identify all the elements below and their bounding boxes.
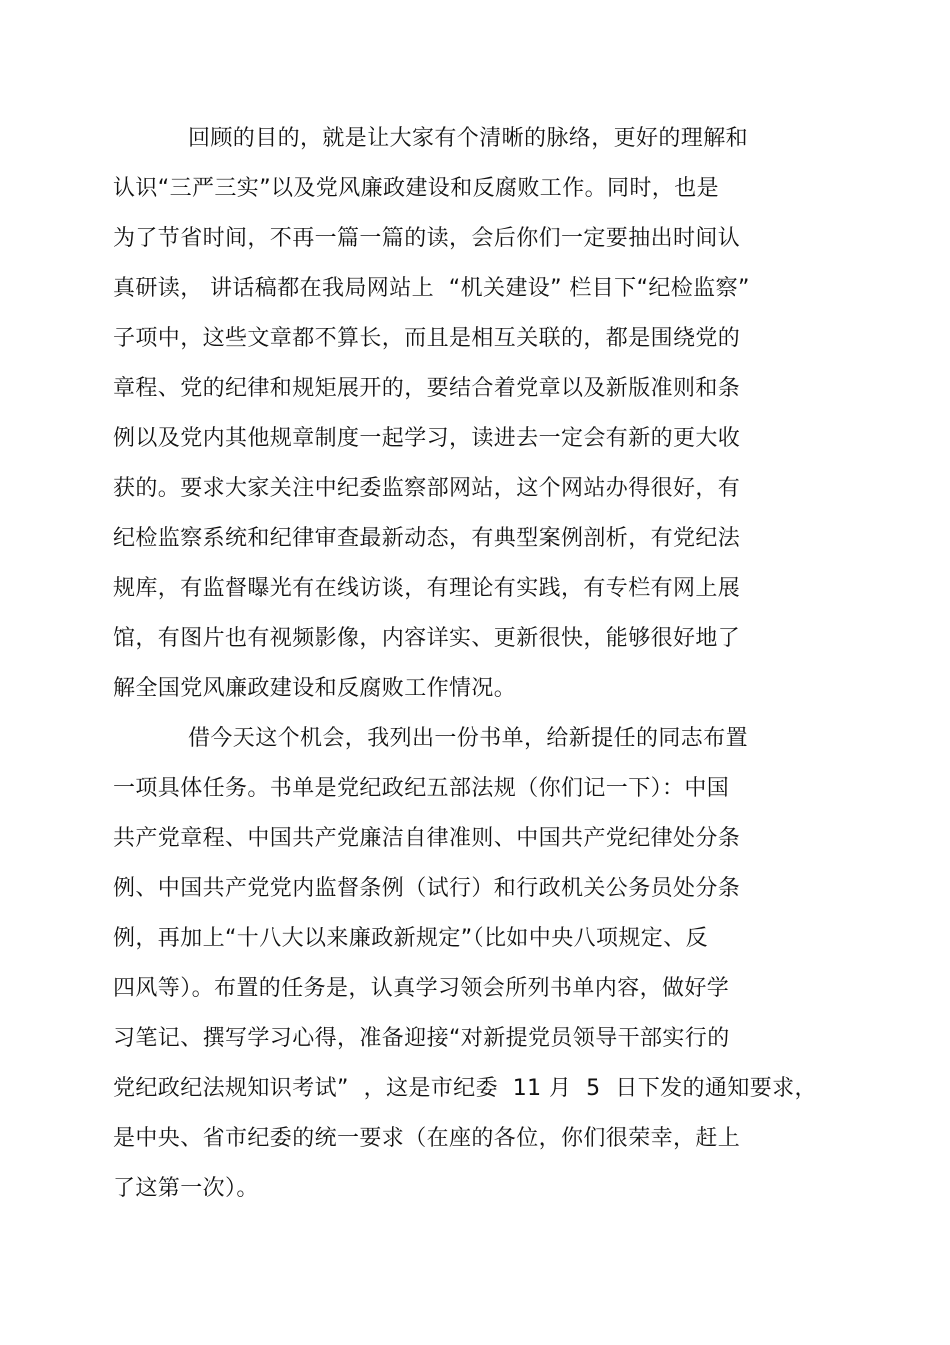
paragraph-2-line-4: 例、中国共产党党内监督条例（试行）和行政机关公务员处分条 [113, 876, 741, 901]
paragraph-2-line-5: 例，再加上“十八大以来廉政新规定”（比如中央八项规定、反 [113, 926, 708, 951]
paragraph-1-line-12: 解全国党风廉政建设和反腐败工作情况。 [113, 676, 517, 701]
paragraph-2-line-8: 党纪政纪法规知识考试” ，这是市纪委 11 月 5 日下发的通知要求， [113, 1076, 817, 1101]
paragraph-2-line-3: 共产党章程、中国共产党廉洁自律准则、中国共产党纪律处分条 [113, 826, 741, 851]
paragraph-1-line-2: 认识“三严三实”以及党风廉政建设和反腐败工作。同时，也是 [113, 176, 719, 201]
paragraph-1-line-10: 规库，有监督曝光有在线访谈，有理论有实践，有专栏有网上展 [113, 576, 741, 601]
paragraph-2-line-9: 是中央、省市纪委的统一要求（在座的各位，你们很荣幸，赶上 [113, 1126, 741, 1151]
paragraph-1-line-9: 纪检监察系统和纪律审查最新动态，有典型案例剖析，有党纪法 [113, 526, 741, 551]
paragraph-2-line-6: 四风等）。布置的任务是，认真学习领会所列书单内容，做好学 [113, 976, 730, 1001]
paragraph-2-line-2: 一项具体任务。书单是党纪政纪五部法规（你们记一下）：中国 [113, 776, 730, 801]
paragraph-1-line-5: 子项中，这些文章都不算长，而且是相互关联的，都是围绕党的 [113, 326, 741, 351]
paragraph-2-line-1: 借今天这个机会，我列出一份书单，给新提任的同志布置 [188, 726, 749, 751]
paragraph-1-line-8: 获的。要求大家关注中纪委监察部网站，这个网站办得很好，有 [113, 476, 741, 501]
paragraph-1-line-6: 章程、党的纪律和规矩展开的，要结合着党章以及新版准则和条 [113, 376, 741, 401]
paragraph-1-line-7: 例以及党内其他规章制度一起学习，读进去一定会有新的更大收 [113, 426, 741, 451]
paragraph-1-line-11: 馆，有图片也有视频影像，内容详实、更新很快，能够很好地了 [113, 626, 741, 651]
paragraph-2-line-7: 习笔记、撰写学习心得，准备迎接“对新提党员领导干部实行的 [113, 1026, 730, 1051]
paragraph-1-line-3: 为了节省时间，不再一篇一篇的读，会后你们一定要抽出时间认 [113, 226, 741, 251]
paragraph-1-line-1: 回顾的目的，就是让大家有个清晰的脉络，更好的理解和 [188, 126, 749, 151]
paragraph-1-line-4: 真研读， 讲话稿都在我局网站上 “机关建设” 栏目下“纪检监察” [113, 276, 750, 301]
paragraph-2-line-10: 了这第一次）。 [113, 1176, 259, 1201]
